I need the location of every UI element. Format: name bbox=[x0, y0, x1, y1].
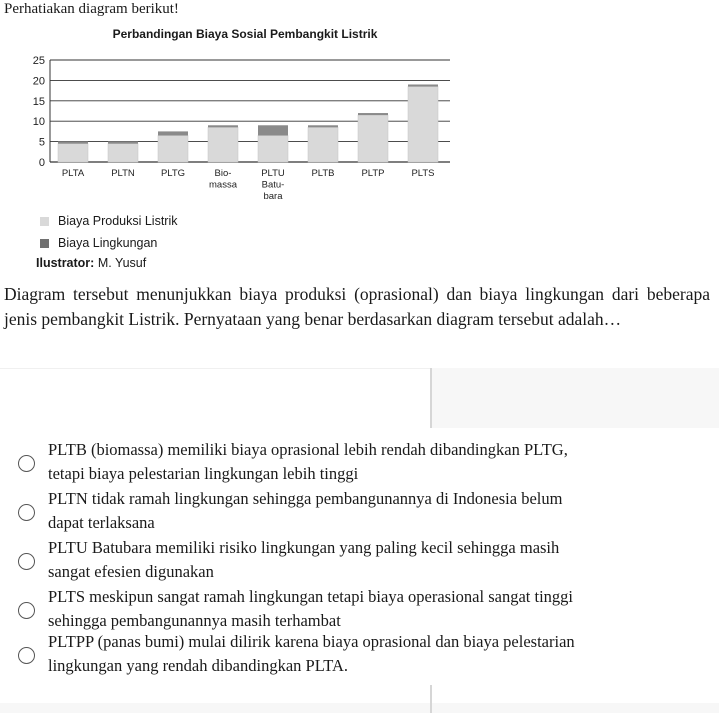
bar-environment bbox=[158, 131, 188, 135]
radio-button[interactable] bbox=[18, 602, 35, 619]
x-tick-label: PLTP bbox=[361, 168, 385, 179]
bar-production bbox=[408, 87, 438, 162]
bar-environment bbox=[258, 125, 288, 135]
bar-production bbox=[158, 135, 188, 162]
x-tick-label: PLTN bbox=[111, 168, 135, 179]
legend-label-production: Biaya Produksi Listrik bbox=[58, 214, 178, 228]
legend-label-environment: Biaya Lingkungan bbox=[58, 236, 158, 250]
bar-chart bbox=[0, 22, 470, 217]
radio-button[interactable] bbox=[18, 647, 35, 664]
bar-environment bbox=[358, 113, 388, 115]
divider-vertical bbox=[430, 685, 432, 713]
option-text: PLTB (biomassa) memiliki biaya oprasional lebih rendah dibandingkan PLTG, tetapi biaya pelestarian lingkungan lebih tinggi bbox=[48, 440, 568, 483]
option-text: PLTN tidak ramah lingkungan sehingga pembangunannya di Indonesia belum dapat terlaksana bbox=[48, 489, 563, 532]
radio-button[interactable] bbox=[18, 504, 35, 521]
x-tick-label: Bio- bbox=[214, 168, 232, 179]
illustrator-name: M. Yusuf bbox=[97, 256, 147, 270]
x-tick-label: PLTA bbox=[61, 168, 85, 179]
x-tick-label: PLTG bbox=[160, 168, 186, 179]
x-tick-label: PLTU bbox=[261, 168, 285, 179]
bar-environment bbox=[208, 125, 238, 127]
bar-environment bbox=[58, 142, 88, 144]
chart-title: Perbandingan Biaya Sosial Pembangkit Listrik bbox=[112, 27, 378, 41]
x-tick-label: PLTS bbox=[411, 168, 435, 179]
question-text: Diagram tersebut menunjukkan biaya produksi (oprasional) dan biaya lingkungan dari beberapa jenis pembangkit Listrik. Pernyataan yang benar berdasarkan diagram tersebut adalah… bbox=[4, 284, 710, 329]
bar-production bbox=[308, 127, 338, 162]
divider-vertical bbox=[430, 368, 432, 428]
bar-production bbox=[58, 144, 88, 162]
illustrator-credit bbox=[36, 256, 146, 270]
y-tick-label: 0 bbox=[38, 157, 45, 169]
blank-panel bbox=[430, 368, 719, 428]
y-tick-label: 20 bbox=[32, 75, 45, 88]
bottom-bar bbox=[0, 703, 719, 713]
radio-button[interactable] bbox=[18, 455, 35, 472]
option-text: PLTPP (panas bumi) mulai dilirik karena biaya oprasional dan biaya pelestarian lingkungan yang rendah dibandingkan PLTA. bbox=[48, 632, 575, 675]
legend-item-environment bbox=[40, 232, 178, 254]
y-tick-label: 10 bbox=[32, 116, 45, 129]
bar-production bbox=[108, 144, 138, 162]
y-tick-label: 15 bbox=[32, 95, 45, 108]
chart-legend bbox=[40, 210, 178, 254]
bar-production bbox=[258, 135, 288, 162]
x-tick-label: PLTB bbox=[311, 168, 335, 179]
y-tick-label: 25 bbox=[32, 55, 45, 67]
x-tick-label: massa bbox=[209, 179, 237, 191]
bar-environment bbox=[308, 125, 338, 127]
x-tick-label: Batu- bbox=[261, 179, 285, 191]
bar-chart-svg bbox=[0, 22, 470, 217]
x-tick-label: bara bbox=[263, 191, 283, 202]
illustrator-label: Ilustrator: bbox=[36, 256, 95, 270]
legend-swatch-environment bbox=[40, 239, 49, 248]
option-text: PLTU Batubara memiliki risiko lingkungan yang paling kecil sehingga masih sangat efesien digunakan bbox=[48, 538, 560, 581]
option-text: PLTS meskipun sangat ramah lingkungan tetapi biaya operasional sangat tinggi sehingga pembangunannya masih terhambat bbox=[48, 587, 573, 630]
instruction-text: Perhatiakan diagram berikut! bbox=[4, 1, 179, 17]
bar-environment bbox=[408, 84, 438, 86]
radio-button[interactable] bbox=[18, 553, 35, 570]
bar-production bbox=[208, 127, 238, 162]
bar-production bbox=[358, 115, 388, 162]
legend-item-production bbox=[40, 210, 178, 232]
bar-environment bbox=[108, 142, 138, 144]
y-tick-label: 5 bbox=[38, 136, 45, 149]
legend-swatch-production bbox=[40, 217, 49, 226]
